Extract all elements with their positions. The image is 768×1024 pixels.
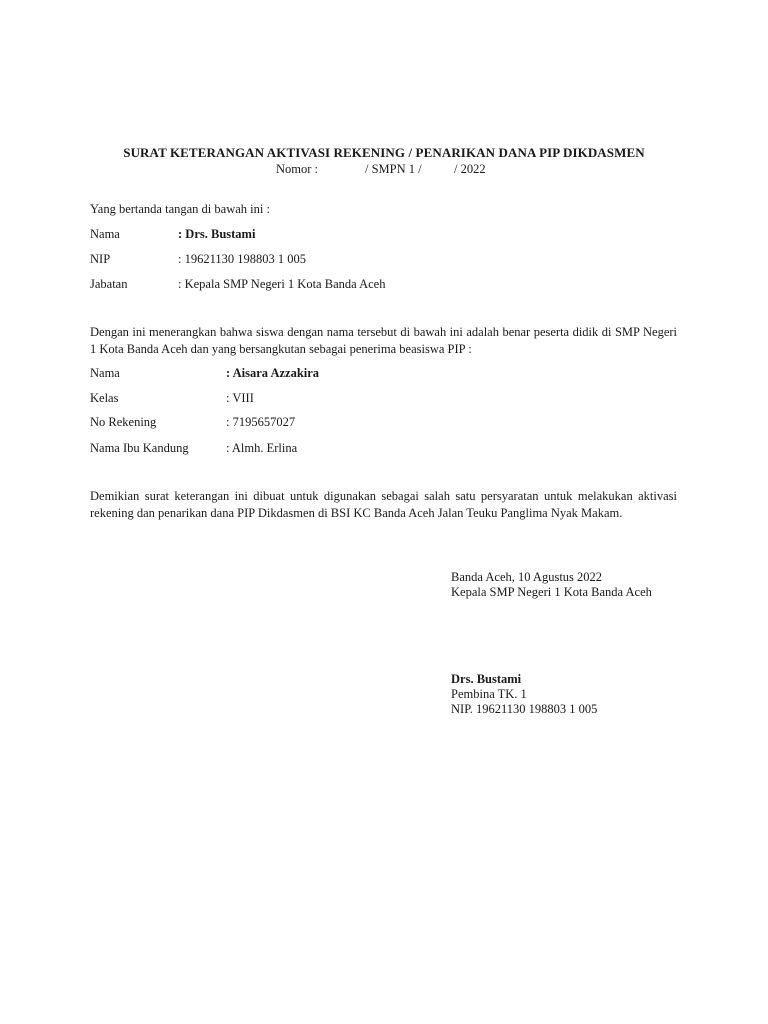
nomor-year: / 2022 — [454, 162, 486, 176]
field-label: Nama — [90, 366, 120, 380]
letter-number — [276, 162, 486, 177]
field-label: Nama — [90, 227, 120, 241]
signature-nip: NIP. 19621130 198803 1 005 — [451, 702, 598, 716]
field-label: NIP — [90, 252, 111, 266]
student-class-value: : VIII — [226, 391, 254, 405]
signer-intro: Yang bertanda tangan di bawah ini : — [90, 202, 270, 216]
student-mother-value: : Almh. Erlina — [226, 441, 298, 455]
signer-name-value: : Drs. Bustami — [178, 227, 256, 241]
closing-paragraph: Demikian surat keterangan ini dibuat untuk digunakan sebagai salah satu persyaratan untuk melakukan aktivasi rekening dan penarikan dana PIP Dikdasmen di BSI KC Banda Aceh Jalan Teuku Panglima Nyak Makam. — [90, 489, 677, 520]
signature-place-date: Banda Aceh, 10 Agustus 2022 — [451, 570, 603, 584]
statement-paragraph: Dengan ini menerangkan bahwa siswa dengan nama tersebut di bawah ini adalah benar peserta didik di SMP Negeri 1 Kota Banda Aceh dan yang bersangkutan sebagai penerima beasiswa PIP : — [90, 325, 677, 356]
field-label: Kelas — [90, 391, 119, 405]
student-name-value: : Aisara Azzakira — [226, 366, 320, 380]
signature-position: Kepala SMP Negeri 1 Kota Banda Aceh — [451, 585, 652, 599]
field-label: No Rekening — [90, 415, 157, 429]
signature-name: Drs. Bustami — [451, 672, 522, 686]
nomor-label: Nomor : — [276, 162, 319, 176]
field-label: Nama Ibu Kandung — [90, 441, 189, 455]
nomor-school: / SMPN 1 / — [365, 162, 422, 176]
signer-nip-value: : 19621130 198803 1 005 — [178, 252, 307, 266]
letter-title: SURAT KETERANGAN AKTIVASI REKENING / PENARIKAN DANA PIP DIKDASMEN — [123, 145, 645, 160]
signer-position-value: : Kepala SMP Negeri 1 Kota Banda Aceh — [178, 277, 386, 291]
student-account-value: : 7195657027 — [226, 415, 296, 429]
signature-rank: Pembina TK. 1 — [451, 687, 527, 701]
field-label: Jabatan — [90, 277, 128, 291]
